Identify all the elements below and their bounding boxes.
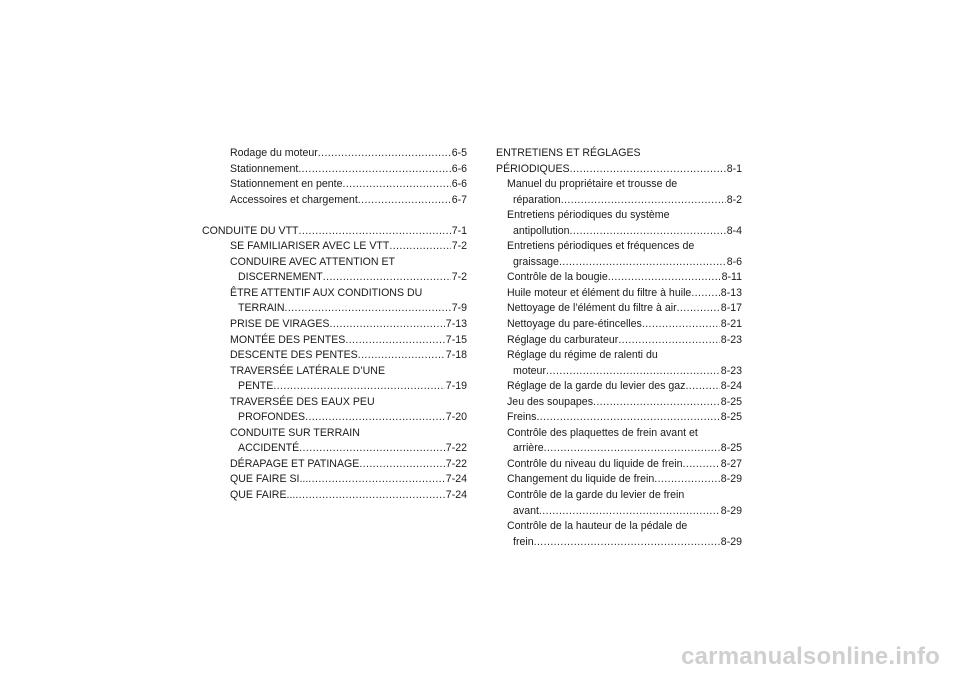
toc-entry-title: MONTÉE DES PENTES	[230, 333, 346, 346]
toc-entry-page: 6-5	[451, 147, 467, 159]
toc-entry-page: 8-6	[726, 255, 742, 268]
toc-entry[interactable]	[496, 333, 742, 349]
toc-entry-title-line: Contrôle de la hauteur de la pédale de	[507, 520, 688, 533]
toc-entry-page: 7-2	[451, 240, 467, 253]
toc-entry-page: 8-25	[720, 442, 742, 455]
toc-entry[interactable]	[202, 177, 467, 193]
toc-entry-title: Changement du liquide de frein	[507, 473, 655, 486]
dot-leader	[559, 255, 726, 271]
toc-entry-page: 8-1	[726, 162, 742, 175]
dot-leader	[305, 410, 445, 426]
toc-entry-page: 7-24	[445, 473, 467, 486]
dot-leader	[683, 457, 720, 473]
toc-entry-title: Rodage du moteur	[230, 147, 318, 159]
toc-entry[interactable]	[202, 410, 467, 426]
toc-entry-title-line: Entretiens périodiques et fréquences de	[507, 240, 695, 253]
toc-entry-title: Nettoyage de l’élément du filtre à air	[507, 302, 677, 315]
toc-entry-page: 7-13	[445, 318, 467, 331]
toc-entry[interactable]	[496, 301, 742, 317]
toc-entry-title: Stationnement en pente	[230, 178, 343, 191]
toc-entry-page: 7-15	[445, 333, 467, 346]
toc-entry-title: Contrôle de la bougie	[507, 271, 608, 284]
toc-entry-title: PROFONDES	[238, 411, 306, 424]
toc-entry-page: 8-13	[720, 286, 742, 299]
toc-entry-page: 8-29	[720, 473, 742, 486]
toc-entry-title: Accessoires et chargement	[230, 193, 358, 206]
dot-leader	[677, 301, 720, 317]
toc-entry-title: DISCERNEMENT	[238, 271, 323, 284]
toc-entry-title-line: Réglage du régime de ralenti du	[507, 349, 658, 362]
toc-entry-page: 8-29	[720, 504, 742, 517]
dot-leader	[273, 379, 444, 395]
toc-entry[interactable]	[496, 410, 742, 426]
toc-entry-page: 8-24	[720, 380, 742, 393]
toc-entry-title: Freins	[507, 411, 537, 424]
toc-entry-page: 8-27	[720, 457, 742, 470]
dot-leader	[299, 224, 451, 240]
dot-leader	[389, 239, 450, 255]
toc-entry-title: QUE FAIRE SI...	[230, 473, 309, 486]
dot-leader	[561, 193, 726, 209]
toc-entry[interactable]	[202, 333, 467, 349]
toc-entry-title: PÉRIODIQUES	[496, 162, 570, 175]
toc-entry-title: Stationnement	[230, 162, 299, 175]
toc-entry[interactable]	[496, 504, 742, 520]
toc-entry[interactable]	[202, 239, 467, 255]
toc-chapter[interactable]	[496, 162, 742, 178]
toc-entry[interactable]	[496, 224, 742, 240]
toc-entry[interactable]	[202, 441, 467, 457]
toc-entry-page: 7-20	[445, 411, 467, 424]
toc-entry[interactable]	[202, 146, 467, 162]
toc-entry-page: 7-22	[445, 442, 467, 455]
toc-entry-title: Jeu des soupapes	[507, 395, 593, 408]
dot-leader	[654, 472, 720, 488]
toc-entry-title-line: Entretiens périodiques du système	[507, 209, 670, 222]
dot-leader	[685, 379, 719, 395]
toc-entry-title: Réglage du carburateur	[507, 333, 619, 346]
toc-entry-title-line: Contrôle des plaquettes de frein avant et	[507, 426, 698, 439]
toc-entry-page: 6-6	[451, 178, 467, 191]
toc-column-right	[496, 146, 742, 550]
dot-leader	[298, 162, 450, 178]
toc-entry-title: Réglage de la garde du levier des gaz	[507, 380, 686, 393]
toc-entry[interactable]	[496, 193, 742, 209]
dot-leader	[536, 410, 719, 426]
toc-entry-title: TERRAIN	[238, 302, 285, 315]
dot-leader	[330, 317, 445, 333]
toc-entry-page: 8-17	[720, 302, 742, 315]
toc-entry-page: 6-7	[451, 193, 467, 206]
toc-entry-title-line: CONDUITE SUR TERRAIN	[230, 426, 360, 439]
dot-leader	[544, 441, 720, 457]
toc-entry[interactable]	[496, 286, 742, 302]
toc-entry-title: arrière	[513, 442, 544, 455]
dot-leader	[343, 177, 451, 193]
dot-leader	[308, 472, 445, 488]
toc-entry[interactable]	[496, 364, 742, 380]
toc-entry-title-line: ÊTRE ATTENTIF AUX CONDITIONS DU	[230, 286, 423, 299]
toc-entry[interactable]	[496, 270, 742, 286]
toc-entry-title: réparation	[513, 193, 561, 206]
toc-entry-title: DESCENTE DES PENTES	[230, 349, 358, 362]
toc-entry-title-line: Manuel du propriétaire et trousse de	[507, 178, 678, 191]
toc-entry-page: 7-18	[445, 349, 467, 362]
toc-entry[interactable]	[202, 270, 467, 286]
dot-leader	[570, 162, 726, 178]
toc-entry-title: PENTE	[238, 380, 274, 393]
toc-entry[interactable]	[202, 457, 467, 473]
toc-entry[interactable]	[496, 255, 742, 271]
toc-entry[interactable]	[496, 535, 742, 551]
dot-leader	[285, 301, 451, 317]
toc-entry-title-line: CONDUIRE AVEC ATTENTION ET	[230, 255, 396, 268]
toc-entry-title: Huile moteur et élément du filtre à huile	[507, 286, 692, 299]
toc-entry-title: CONDUITE DU VTT	[202, 224, 299, 237]
toc-entry-title: ACCIDENTÉ	[238, 442, 300, 455]
toc-entry[interactable]	[202, 379, 467, 395]
toc-entry-page: 7-22	[445, 457, 467, 470]
toc-entry-title: PRISE DE VIRAGES	[230, 318, 330, 331]
toc-entry[interactable]	[202, 317, 467, 333]
toc-entry-title-line: TRAVERSÉE DES EAUX PEU	[230, 395, 375, 408]
toc-entry[interactable]	[202, 193, 467, 209]
dot-leader	[593, 395, 720, 411]
toc-chapter[interactable]	[202, 224, 467, 240]
toc-entry-page: 8-2	[726, 193, 742, 206]
toc-entry-page: 7-24	[445, 489, 467, 502]
toc-entry[interactable]	[496, 457, 742, 473]
toc-entry-title: antipollution	[513, 224, 570, 237]
toc-entry-page: 7-2	[451, 271, 467, 284]
dot-leader	[358, 193, 451, 209]
toc-entry-page: 8-11	[721, 271, 742, 284]
dot-leader	[358, 348, 445, 364]
toc-entry-title: moteur	[513, 364, 546, 377]
toc-entry[interactable]	[496, 441, 742, 457]
dot-leader	[618, 333, 719, 349]
toc-entry-page: 8-21	[720, 318, 742, 331]
toc-entry-title-line: Contrôle de la garde du levier de frein	[507, 489, 685, 502]
toc-entry[interactable]	[496, 395, 742, 411]
toc-entry-page: 8-25	[720, 411, 742, 424]
toc-entry-page: 8-23	[720, 333, 742, 346]
dot-leader	[345, 333, 444, 349]
toc-entry-page: 6-6	[451, 162, 467, 175]
toc-entry[interactable]	[496, 379, 742, 395]
toc-entry-title: graissage	[513, 255, 559, 268]
toc-entry-page: 8-29	[720, 535, 742, 548]
toc-entry-title: QUE FAIRE...	[230, 489, 296, 502]
toc-entry[interactable]	[496, 472, 742, 488]
toc-entry-page: 7-9	[451, 302, 467, 315]
dot-leader	[359, 457, 444, 473]
toc-entry-title: Contrôle du niveau du liquide de frein	[507, 457, 683, 470]
dot-leader	[299, 441, 445, 457]
watermark: carmanualsonline.info	[681, 643, 940, 670]
dot-leader	[323, 270, 451, 286]
toc-entry[interactable]	[202, 472, 467, 488]
toc-entry[interactable]	[202, 162, 467, 178]
toc-chapter-title-line: ENTRETIENS ET RÉGLAGES	[496, 147, 641, 159]
toc-entry[interactable]	[202, 488, 467, 504]
toc-entry-title: Nettoyage du pare-étincelles	[507, 318, 642, 331]
toc-entry-title-line: TRAVERSÉE LATÉRALE D’UNE	[230, 364, 386, 377]
dot-leader	[642, 317, 720, 333]
toc-entry[interactable]	[202, 348, 467, 364]
dot-leader	[318, 146, 451, 162]
toc-column-left	[202, 146, 467, 504]
dot-leader	[295, 488, 444, 504]
dot-leader	[539, 504, 720, 520]
toc-entry-page: 7-1	[451, 224, 467, 237]
toc-entry-title: SE FAMILIARISER AVEC LE VTT	[230, 240, 390, 253]
toc-entry-page: 8-23	[720, 364, 742, 377]
spacer	[202, 208, 467, 224]
toc-entry-title: frein	[513, 535, 534, 548]
dot-leader	[691, 286, 719, 302]
toc-entry-page: 8-25	[720, 395, 742, 408]
dot-leader	[608, 270, 721, 286]
toc-entry[interactable]	[496, 317, 742, 333]
toc-entry[interactable]	[202, 301, 467, 317]
toc-entry-title: DÉRAPAGE ET PATINAGE	[230, 457, 360, 470]
toc-entry-page: 7-19	[445, 380, 467, 393]
toc-entry-page: 8-4	[726, 224, 742, 237]
dot-leader	[570, 224, 726, 240]
dot-leader	[546, 364, 720, 380]
toc-entry-title: avant	[513, 504, 539, 517]
dot-leader	[534, 535, 720, 551]
